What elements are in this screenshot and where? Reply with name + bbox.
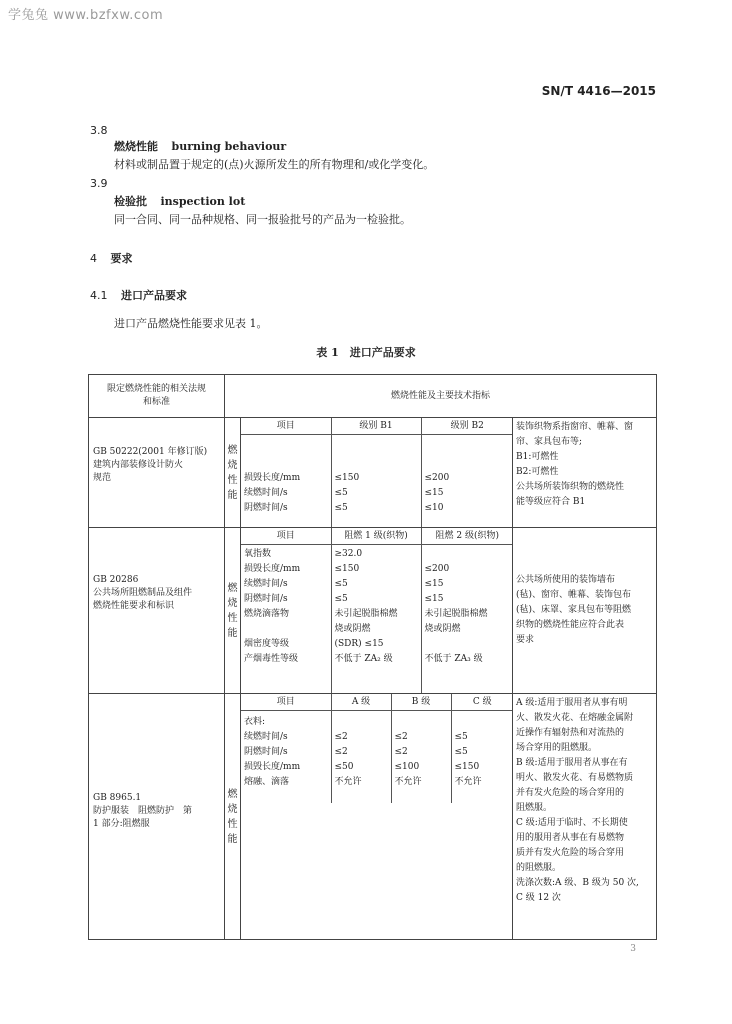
term-en: burning behaviour xyxy=(171,140,287,153)
law-cell xyxy=(89,528,225,694)
metric-head: B 级 xyxy=(391,694,451,711)
metric-head: 项目 xyxy=(241,694,331,711)
vertical-label xyxy=(225,418,241,528)
vertical-char: 能 xyxy=(227,489,238,501)
table-row xyxy=(89,528,657,694)
vertical-char: 烧 xyxy=(227,597,238,609)
metric-b xyxy=(391,711,451,804)
law-line: GB 8965.1 xyxy=(93,793,142,803)
metric-item: 阴燃时间/s xyxy=(244,747,288,757)
metric-value: ≤200 xyxy=(424,564,450,574)
metric-b1 xyxy=(331,435,421,528)
remark-cell xyxy=(513,528,657,694)
metric-head: C 级 xyxy=(451,694,513,711)
header-line: 和标准 xyxy=(142,397,170,407)
metric-item: 损毁长度/mm xyxy=(244,473,301,483)
metric-value: ≤15 xyxy=(424,579,444,589)
remark-line: 公共场所装饰织物的燃烧性 xyxy=(516,482,625,492)
metric-item: 烟密度等级 xyxy=(244,639,290,649)
metric-value: ≤2 xyxy=(394,732,408,742)
metric-item: 阴燃时间/s xyxy=(244,594,288,604)
metric-items xyxy=(241,435,331,528)
section-title: 进口产品要求 xyxy=(121,289,187,302)
section-number: 4.1 xyxy=(90,289,108,302)
law-cell xyxy=(89,418,225,528)
law-line: GB 20286 xyxy=(93,575,139,585)
metric-value: ≤15 xyxy=(424,594,444,604)
metric-head: 阻燃 2 级(织物) xyxy=(421,528,513,545)
metric-level2 xyxy=(421,545,513,694)
metric-item: 续燃时间/s xyxy=(244,732,288,742)
metric-level1 xyxy=(331,545,421,694)
term-zh: 检验批 xyxy=(114,195,147,208)
section-4-1-heading xyxy=(90,289,187,303)
metric-item: 损毁长度/mm xyxy=(244,762,301,772)
section-number: 4 xyxy=(90,252,97,265)
metric-value: ≤150 xyxy=(334,473,360,483)
table-title: 表 1 进口产品要求 xyxy=(316,346,416,359)
metric-head: 级别 B1 xyxy=(331,418,421,435)
metrics-cell xyxy=(241,694,513,940)
remark-line: 并有发火危险的场合穿用的 xyxy=(516,788,625,798)
standard-number: SN/T 4416—2015 xyxy=(541,84,656,98)
requirements-table xyxy=(88,374,657,940)
vertical-label xyxy=(225,694,241,940)
metric-value: ≤5 xyxy=(454,747,468,757)
metrics-values xyxy=(241,435,513,528)
metric-value: ≤150 xyxy=(334,564,360,574)
vertical-label xyxy=(225,528,241,694)
metrics-cell xyxy=(241,418,513,528)
metric-value: ≤100 xyxy=(394,762,420,772)
metric-item: 氧指数 xyxy=(244,549,272,559)
metric-head: A 级 xyxy=(331,694,391,711)
law-line: 建筑内部装修设计防火 xyxy=(93,460,184,470)
metric-value: ≤5 xyxy=(334,503,348,513)
law-line: 燃烧性能要求和标识 xyxy=(93,601,175,611)
remark-line: (毡)、窗帘、帷幕、装饰包布 xyxy=(516,590,632,600)
metric-item: 产烟毒性等级 xyxy=(244,654,299,664)
clause-3-9-number: 3.9 xyxy=(90,177,108,190)
remark-cell xyxy=(513,418,657,528)
metrics-header xyxy=(241,418,513,435)
law-line: 公共场所阻燃制品及组件 xyxy=(93,588,193,598)
metric-head: 级别 B2 xyxy=(421,418,513,435)
metric-item: 续燃时间/s xyxy=(244,488,288,498)
header-line: 限定燃烧性能的相关法规 xyxy=(106,384,206,394)
metric-value: 未引起脱脂棉燃 xyxy=(424,609,488,619)
metric-value: ≤50 xyxy=(334,762,354,772)
metrics-subtable xyxy=(241,694,513,803)
header-law-cell xyxy=(89,375,225,418)
metric-value: 不允许 xyxy=(334,777,362,787)
remark-line: 明火、散发火花、有易燃物质 xyxy=(516,773,634,783)
metrics-values xyxy=(241,545,513,694)
metric-head: 阻燃 1 级(织物) xyxy=(331,528,421,545)
remark-line: 洗涤次数:A 级、B 级为 50 次, xyxy=(516,878,639,888)
metrics-header xyxy=(241,528,513,545)
remark-line: 织物的燃烧性能应符合此表 xyxy=(516,620,625,630)
remark-line: (毡)、床罩、家具包布等阻燃 xyxy=(516,605,632,615)
vertical-char: 烧 xyxy=(227,803,238,815)
metric-value: ≤5 xyxy=(334,488,348,498)
vertical-char: 燃 xyxy=(227,788,238,800)
metric-item: 续燃时间/s xyxy=(244,579,288,589)
section-title: 要求 xyxy=(110,252,133,265)
metric-item: 阴燃时间/s xyxy=(244,503,288,513)
remark-line: A 级:适用于服用者从事有明 xyxy=(516,698,628,708)
remark-line: 能等级应符合 B1 xyxy=(516,497,586,507)
remark-line: 帘、家具包布等; xyxy=(516,437,583,447)
metric-value: 烧或阴燃 xyxy=(334,624,371,634)
vertical-char: 性 xyxy=(227,474,238,486)
vertical-char: 性 xyxy=(227,818,238,830)
metric-value: ≥32.0 xyxy=(334,549,363,559)
metric-b2 xyxy=(421,435,513,528)
metric-value: ≤200 xyxy=(424,473,450,483)
remark-line: 质并有发火危险的场合穿用 xyxy=(516,848,625,858)
metric-value: ≤5 xyxy=(334,579,348,589)
metric-value: 未引起脱脂棉燃 xyxy=(334,609,398,619)
term-en: inspection lot xyxy=(160,195,246,208)
metric-items xyxy=(241,545,331,694)
metrics-cell xyxy=(241,528,513,694)
law-cell xyxy=(89,694,225,940)
remark-line: 公共场所使用的装饰墙布 xyxy=(516,575,616,585)
clause-3-8-number: 3.8 xyxy=(90,124,108,137)
table-row xyxy=(89,694,657,940)
metrics-subtable xyxy=(241,418,513,527)
metrics-header xyxy=(241,694,513,711)
law-line: 防护服装 阻燃防护 第 xyxy=(93,806,193,816)
vertical-char: 能 xyxy=(227,627,238,639)
table-header-row xyxy=(89,375,657,418)
metric-value: ≤5 xyxy=(454,732,468,742)
metric-a xyxy=(331,711,391,804)
law-line: 1 部分:阻燃服 xyxy=(93,819,150,829)
remark-line: C 级:适用于临时、不长期使 xyxy=(516,818,628,828)
remark-line: B2:可燃性 xyxy=(516,467,559,477)
metric-value: 不允许 xyxy=(454,777,482,787)
table-row xyxy=(89,418,657,528)
remark-line: C 级 12 次 xyxy=(516,893,561,903)
metric-value: 烧或阴燃 xyxy=(424,624,461,634)
remark-line: 要求 xyxy=(516,635,535,645)
remark-line: 的阻燃服。 xyxy=(516,863,562,873)
remark-line: 装饰织物系指窗帘、帷幕、窗 xyxy=(516,422,634,432)
metric-value: ≤2 xyxy=(334,747,348,757)
metrics-values xyxy=(241,711,513,804)
remark-line: 场合穿用的阻燃服。 xyxy=(516,743,598,753)
remark-line: B1:可燃性 xyxy=(516,452,559,462)
metric-item: 损毁长度/mm xyxy=(244,564,301,574)
metric-value: 不允许 xyxy=(394,777,422,787)
metric-item: 衣料: xyxy=(244,717,266,727)
clause-3-8-definition: 材料或制品置于规定的(点)火源所发生的所有物理和/或化学变化。 xyxy=(114,158,435,171)
metric-value: (SDR) ≤15 xyxy=(334,639,384,649)
vertical-char: 燃 xyxy=(227,582,238,594)
vertical-char: 燃 xyxy=(227,444,238,456)
term-zh: 燃烧性能 xyxy=(114,140,158,153)
metrics-subtable xyxy=(241,528,513,693)
metric-value: ≤5 xyxy=(334,594,348,604)
page-number: 3 xyxy=(630,944,636,954)
remark-line: 近操作有辐射热和对流热的 xyxy=(516,728,625,738)
clause-3-9-term xyxy=(114,195,245,209)
vertical-char: 性 xyxy=(227,612,238,624)
metric-c xyxy=(451,711,513,804)
vertical-char: 烧 xyxy=(227,459,238,471)
metric-item: 熔融、滴落 xyxy=(244,777,290,787)
metric-items xyxy=(241,711,331,804)
metric-value: 不低于 ZA₂ 级 xyxy=(334,654,393,664)
vertical-char: 能 xyxy=(227,833,238,845)
metric-item: 燃烧滴落物 xyxy=(244,609,290,619)
remark-line: B 级:适用于服用者从事在有 xyxy=(516,758,628,768)
remark-line: 火、散发火花、在熔融金属附 xyxy=(516,713,634,723)
header-metric-cell: 燃烧性能及主要技术指标 xyxy=(225,375,657,418)
watermark: 学兔兔 www.bzfxw.com xyxy=(8,8,164,23)
section-4-1-text: 进口产品燃烧性能要求见表 1。 xyxy=(114,317,268,330)
clause-3-9-definition: 同一合同、同一品种规格、同一报验批号的产品为一检验批。 xyxy=(114,213,411,226)
remark-line: 阻燃服。 xyxy=(516,803,553,813)
metric-head: 项目 xyxy=(241,528,331,545)
metric-value: ≤2 xyxy=(334,732,348,742)
clause-3-8-term xyxy=(114,140,286,154)
metric-value: ≤15 xyxy=(424,488,444,498)
metric-value: 不低于 ZA₃ 级 xyxy=(424,654,483,664)
metric-value: ≤10 xyxy=(424,503,444,513)
metric-value: ≤150 xyxy=(454,762,480,772)
section-4-heading xyxy=(90,252,133,266)
remark-cell xyxy=(513,694,657,940)
metric-value: ≤2 xyxy=(394,747,408,757)
remark-line: 用的服用者从事在有易燃物 xyxy=(516,833,625,843)
law-line: 规范 xyxy=(93,473,112,483)
metric-head: 项目 xyxy=(241,418,331,435)
law-line: GB 50222(2001 年修订版) xyxy=(93,447,208,457)
